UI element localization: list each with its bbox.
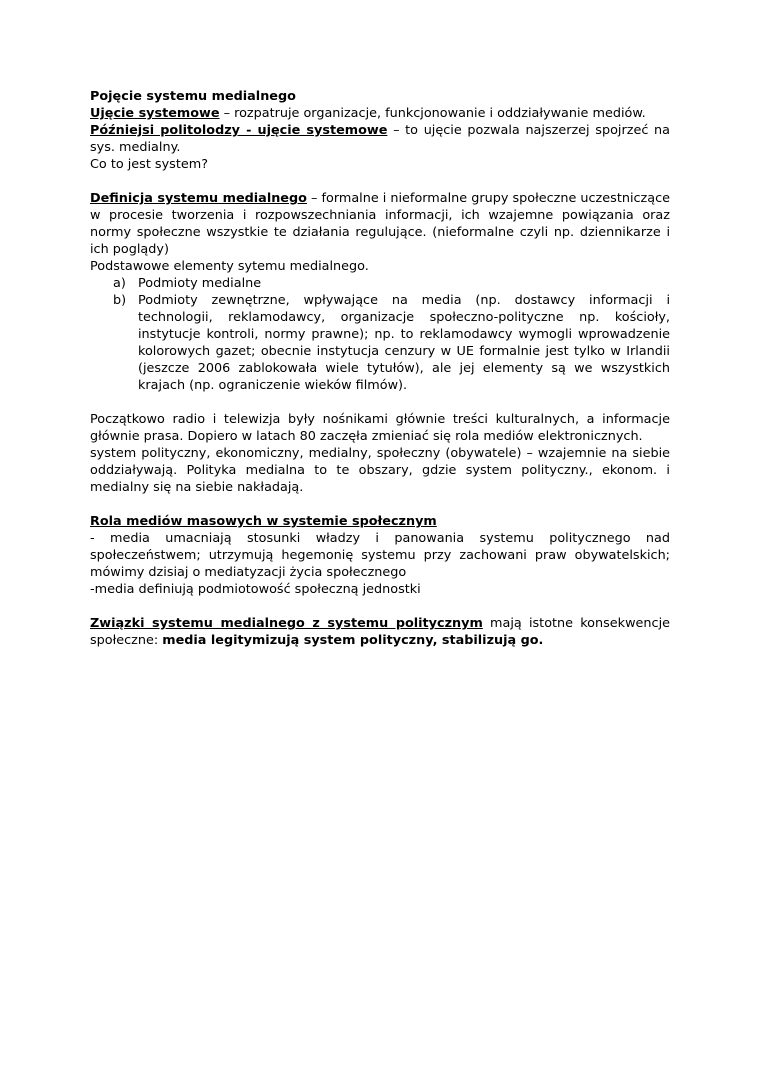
paragraph bbox=[90, 513, 670, 530]
paragraph bbox=[90, 411, 670, 445]
text-run: media legitymizują system polityczny, stabilizują go. bbox=[162, 633, 544, 648]
list-item bbox=[90, 292, 670, 394]
text-run: – formalne i nieformalne grupy społeczne uczestniczące w procesie tworzenia i rozpowszechniania informacji, ich wzajemne powiązania oraz normy społeczne wszystkie te działania regulujące. (nieformalne czyli np. dziennikarze i ich poglądy) bbox=[90, 191, 671, 257]
paragraph bbox=[90, 190, 670, 258]
blank-line bbox=[90, 394, 670, 411]
text-run: Związki systemu medialnego z systemu politycznym bbox=[90, 616, 483, 631]
text-run: Pojęcie systemu medialnego bbox=[90, 89, 296, 104]
paragraph bbox=[90, 122, 670, 156]
paragraph bbox=[90, 88, 670, 105]
text-run: Definicja systemu medialnego bbox=[90, 191, 307, 206]
text-run: Początkowo radio i telewizja były nośnikami głównie treści kulturalnych, a informacje głównie prasa. Dopiero w latach 80 zaczęła zmieniać się rola mediów elektronicznych. bbox=[90, 412, 670, 444]
text-run: system polityczny, ekonomiczny, medialny, społeczny (obywatele) – wzajemnie na siebie oddziaływają. Polityka medialna to te obszary, gdzie system polityczny., ekonom. i medialny się na siebie nakładają. bbox=[90, 446, 670, 495]
paragraph bbox=[90, 105, 670, 122]
text-run: Co to jest system? bbox=[90, 157, 208, 172]
paragraph bbox=[90, 156, 670, 173]
blank-line bbox=[90, 173, 670, 190]
text-run: Podmioty zewnętrzne, wpływające na media (np. dostawcy informacji i technologii, reklamodawcy, organizacje społeczno-polityczne np. kościoły, instytucje kontroli, normy prawne); np. to reklamodawcy wymogli wprowadzenie kolorowych gazet; obecnie instytucja cenzury w UE formalnie jest tylko w Irlandii (jeszcze 2006 zablokowała wiele tytułów), ale jej elementy są we wszystkich krajach (np. ograniczenie wieków filmów). bbox=[138, 293, 670, 393]
text-run: Rola mediów masowych w systemie społecznym bbox=[90, 514, 437, 529]
list-marker: a) bbox=[113, 276, 126, 291]
blank-line bbox=[90, 496, 670, 513]
paragraph bbox=[90, 581, 670, 598]
text-run: Ujęcie systemowe bbox=[90, 106, 220, 121]
text-run: – to ujęcie pozwala najszerzej spojrzeć na sys. medialny. bbox=[90, 123, 670, 155]
text-run: Podmioty medialne bbox=[138, 276, 262, 291]
text-run: - media umacniają stosunki władzy i panowania systemu politycznego nad społeczeństwem; utrzymują hegemonię systemu przy zachowani praw obywatelskich; mówimy dzisiaj o mediatyzacji życia społecznego bbox=[90, 531, 670, 580]
paragraph bbox=[90, 615, 670, 649]
list-item-text bbox=[138, 275, 670, 292]
blank-line bbox=[90, 598, 670, 615]
paragraph bbox=[90, 258, 670, 275]
text-run: Późniejsi politolodzy - ujęcie systemowe bbox=[90, 123, 388, 138]
text-run: – rozpatruje organizacje, funkcjonowanie i oddziaływanie mediów. bbox=[219, 106, 646, 121]
list-item bbox=[90, 275, 670, 292]
text-run: -media definiują podmiotowość społeczną jednostki bbox=[90, 582, 421, 597]
list-marker: b) bbox=[113, 293, 127, 308]
paragraph bbox=[90, 445, 670, 496]
document-content bbox=[90, 88, 670, 649]
paragraph bbox=[90, 530, 670, 581]
list-item-text bbox=[138, 292, 670, 394]
text-run: Podstawowe elementy sytemu medialnego. bbox=[90, 259, 369, 274]
text-run: mają istotne konsekwencje społeczne: bbox=[90, 616, 670, 648]
